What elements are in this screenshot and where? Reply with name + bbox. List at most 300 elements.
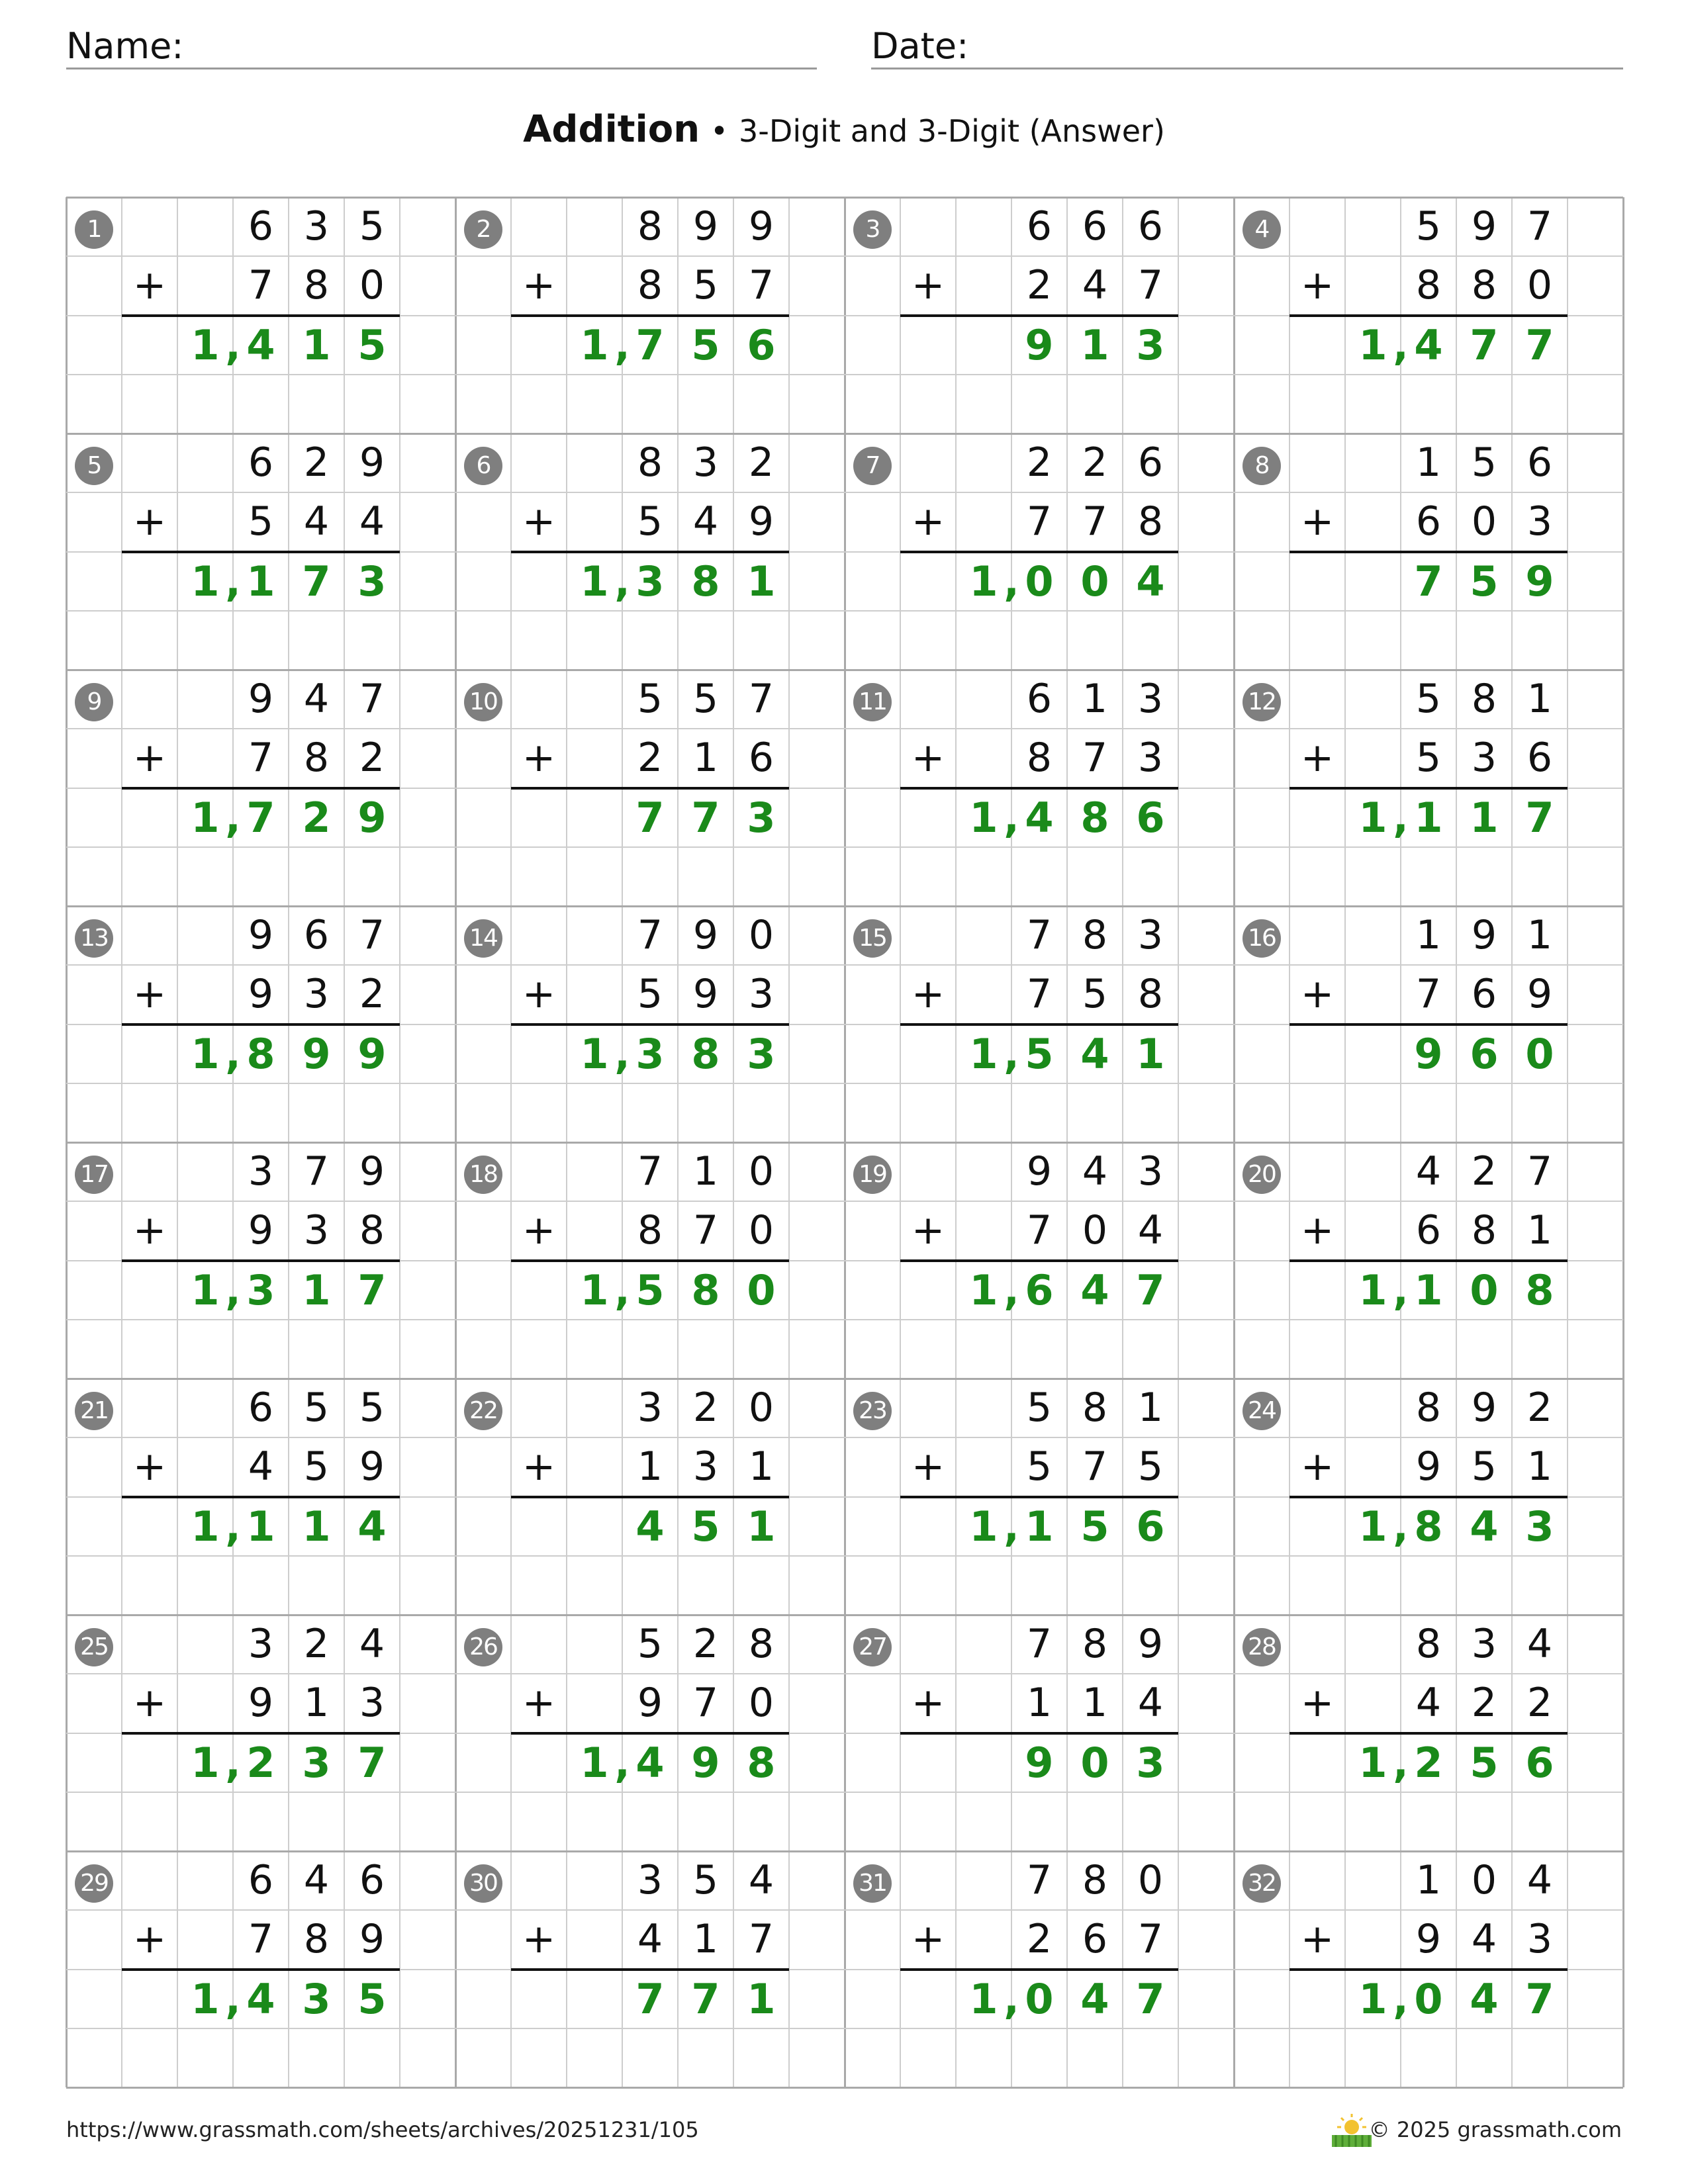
answer-digit: 7 (1525, 793, 1554, 842)
addend-digit: 8 (637, 439, 663, 486)
addend-digit: 7 (748, 1916, 774, 1963)
answer-comma: , (614, 557, 630, 606)
addend-digit: 0 (1082, 1207, 1108, 1254)
answer-digit: 1 (191, 1738, 220, 1787)
addend-digit: 7 (1026, 971, 1053, 1018)
plus-sign: + (911, 735, 945, 782)
addend-digit: 8 (359, 1207, 385, 1254)
addend-digit: 7 (248, 1916, 274, 1963)
plus-sign: + (132, 1916, 167, 1963)
problem (1234, 1142, 1623, 1379)
problem-number-badge: 29 (75, 1864, 113, 1903)
problem-number-badge: 7 (853, 447, 892, 485)
addend-digit: 6 (1471, 971, 1497, 1018)
addend-digit: 7 (1526, 203, 1553, 250)
footer-copyright: © 2025 grassmath.com (1368, 2117, 1622, 2142)
answer-digit: 6 (1136, 793, 1165, 842)
addend-digit: 3 (692, 439, 719, 486)
problem-number-badge: 9 (75, 683, 113, 721)
addend-digit: 8 (1415, 1385, 1442, 1431)
addend-digit: 8 (637, 262, 663, 309)
answer-digit: 7 (357, 1738, 387, 1787)
addend-digit: 5 (248, 498, 274, 545)
addend-digit: 7 (1082, 735, 1108, 782)
problem (1234, 1851, 1623, 2087)
addend-digit: 8 (1415, 262, 1442, 309)
addend-digit: 5 (303, 1443, 330, 1490)
answer-digit: 1 (191, 1265, 220, 1314)
addend-digit: 9 (1471, 203, 1497, 250)
addend-digit: 0 (748, 1148, 774, 1195)
addend-digit: 3 (303, 971, 330, 1018)
problem (1234, 197, 1623, 433)
problem-grid (66, 197, 1623, 2087)
answer-digit: 8 (691, 1265, 720, 1314)
addend-digit: 5 (1026, 1443, 1053, 1490)
addend-digit: 1 (1526, 912, 1553, 958)
addend-digit: 9 (748, 498, 774, 545)
addend-digit: 0 (1526, 262, 1553, 309)
answer-digit: 1 (747, 1974, 776, 2023)
plus-sign: + (1300, 1916, 1335, 1963)
answer-digit: 1 (580, 320, 609, 369)
answer-digit: 1 (191, 320, 220, 369)
answer-digit: 8 (691, 557, 720, 606)
answer-digit: 1 (191, 1974, 220, 2023)
answer-comma: , (1393, 320, 1409, 369)
addend-digit: 1 (748, 1443, 774, 1490)
addend-digit: 6 (359, 1857, 385, 1903)
answer-comma: , (225, 1738, 241, 1787)
answer-comma: , (1004, 557, 1019, 606)
answer-digit: 7 (1525, 320, 1554, 369)
addend-digit: 5 (692, 1857, 719, 1903)
answer-digit: 3 (302, 1974, 331, 2023)
addend-digit: 7 (1026, 1857, 1053, 1903)
answer-digit: 9 (1025, 1738, 1054, 1787)
addend-digit: 6 (1526, 735, 1553, 782)
addend-digit: 8 (303, 1916, 330, 1963)
answer-digit: 6 (1525, 1738, 1554, 1787)
answer-digit: 4 (1470, 1502, 1499, 1551)
addend-digit: 8 (1471, 676, 1497, 722)
addend-digit: 7 (359, 676, 385, 722)
addend-digit: 2 (692, 1621, 719, 1667)
addend-digit: 8 (1082, 912, 1108, 958)
answer-digit: 1 (191, 793, 220, 842)
problem-number-badge: 14 (464, 919, 502, 958)
answer-digit: 4 (1470, 1974, 1499, 2023)
plus-sign: + (132, 262, 167, 309)
addend-digit: 6 (1526, 439, 1553, 486)
addend-digit: 3 (1137, 676, 1164, 722)
answer-digit: 9 (691, 1738, 720, 1787)
problem (845, 670, 1234, 906)
answer-digit: 0 (1525, 1029, 1554, 1078)
addend-digit: 5 (1137, 1443, 1164, 1490)
problem-number-badge: 23 (853, 1392, 892, 1430)
plus-sign: + (132, 1207, 167, 1254)
answer-digit: 8 (747, 1738, 776, 1787)
addend-digit: 5 (359, 1385, 385, 1431)
plus-sign: + (522, 1207, 556, 1254)
answer-digit: 2 (302, 793, 331, 842)
addend-digit: 9 (1026, 1148, 1053, 1195)
addend-digit: 5 (303, 1385, 330, 1431)
answer-digit: 6 (1025, 1265, 1054, 1314)
addend-digit: 6 (1082, 203, 1108, 250)
addend-digit: 5 (1026, 1385, 1053, 1431)
answer-digit: 8 (1080, 793, 1109, 842)
answer-digit: 4 (1080, 1974, 1109, 2023)
plus-sign: + (1300, 262, 1335, 309)
problem-number-badge: 3 (853, 210, 892, 249)
addend-digit: 4 (1137, 1680, 1164, 1727)
problem-number-badge: 13 (75, 919, 113, 958)
addend-digit: 0 (748, 1680, 774, 1727)
addend-digit: 4 (303, 676, 330, 722)
addend-digit: 7 (1137, 1916, 1164, 1963)
answer-digit: 1 (1358, 1974, 1387, 2023)
answer-digit: 3 (246, 1265, 275, 1314)
plus-sign: + (911, 971, 945, 1018)
addend-digit: 6 (248, 439, 274, 486)
problem-number-badge: 22 (464, 1392, 502, 1430)
plus-sign: + (911, 498, 945, 545)
problem (66, 1379, 455, 1615)
answer-digit: 4 (1025, 793, 1054, 842)
answer-digit: 5 (1025, 1029, 1054, 1078)
answer-digit: 4 (635, 1738, 665, 1787)
addend-digit: 9 (248, 1207, 274, 1254)
addend-digit: 2 (1082, 439, 1108, 486)
answer-digit: 4 (246, 1974, 275, 2023)
addend-digit: 9 (359, 439, 385, 486)
addend-digit: 4 (1415, 1680, 1442, 1727)
addend-digit: 5 (637, 676, 663, 722)
date-label: Date: (871, 25, 969, 67)
addend-digit: 5 (637, 1621, 663, 1667)
plus-sign: + (1300, 498, 1335, 545)
answer-digit: 1 (1358, 1502, 1387, 1551)
plus-sign: + (911, 1680, 945, 1727)
problem (1234, 1615, 1623, 1851)
answer-digit: 8 (1525, 1265, 1554, 1314)
answer-comma: , (1004, 1029, 1019, 1078)
addend-digit: 9 (248, 912, 274, 958)
addend-digit: 3 (1526, 498, 1553, 545)
addend-digit: 0 (1471, 498, 1497, 545)
addend-digit: 4 (1526, 1857, 1553, 1903)
answer-digit: 5 (691, 1502, 720, 1551)
addend-digit: 9 (692, 971, 719, 1018)
addend-digit: 7 (637, 1148, 663, 1195)
addend-digit: 4 (1137, 1207, 1164, 1254)
addend-digit: 2 (303, 1621, 330, 1667)
addend-digit: 9 (637, 1680, 663, 1727)
answer-digit: 1 (302, 1502, 331, 1551)
problem-number-badge: 31 (853, 1864, 892, 1903)
answer-digit: 5 (1080, 1502, 1109, 1551)
plus-sign: + (911, 262, 945, 309)
addend-digit: 6 (1415, 1207, 1442, 1254)
answer-digit: 1 (1358, 1738, 1387, 1787)
answer-digit: 3 (302, 1738, 331, 1787)
answer-comma: , (225, 1029, 241, 1078)
answer-digit: 1 (1025, 1502, 1054, 1551)
name-line[interactable] (66, 68, 817, 69)
addend-digit: 4 (303, 1857, 330, 1903)
answer-digit: 0 (1025, 557, 1054, 606)
plus-sign: + (132, 1443, 167, 1490)
problem-number-badge: 21 (75, 1392, 113, 1430)
answer-digit: 3 (1136, 1738, 1165, 1787)
addend-digit: 3 (359, 1680, 385, 1727)
answer-digit: 1 (302, 1265, 331, 1314)
addend-digit: 8 (748, 1621, 774, 1667)
answer-comma: , (614, 1738, 630, 1787)
addend-digit: 3 (1471, 735, 1497, 782)
answer-digit: 9 (1525, 557, 1554, 606)
addend-digit: 9 (1526, 971, 1553, 1018)
answer-digit: 5 (357, 320, 387, 369)
answer-digit: 1 (1358, 320, 1387, 369)
answer-comma: , (614, 320, 630, 369)
answer-digit: 7 (1470, 320, 1499, 369)
answer-digit: 4 (1080, 1265, 1109, 1314)
answer-digit: 7 (635, 793, 665, 842)
answer-digit: 1 (1414, 1265, 1443, 1314)
answer-digit: 1 (1136, 1029, 1165, 1078)
answer-comma: , (225, 557, 241, 606)
problem (845, 1851, 1234, 2087)
answer-digit: 9 (302, 1029, 331, 1078)
answer-digit: 1 (580, 1029, 609, 1078)
problem-number-badge: 24 (1243, 1392, 1281, 1430)
answer-digit: 2 (246, 1738, 275, 1787)
addend-digit: 6 (303, 912, 330, 958)
answer-digit: 7 (246, 793, 275, 842)
addend-digit: 1 (303, 1680, 330, 1727)
answer-digit: 1 (969, 1029, 998, 1078)
addend-digit: 5 (1415, 676, 1442, 722)
addend-digit: 3 (303, 1207, 330, 1254)
addend-digit: 1 (1415, 912, 1442, 958)
answer-digit: 1 (1470, 793, 1499, 842)
addend-digit: 2 (359, 971, 385, 1018)
addend-digit: 3 (248, 1148, 274, 1195)
addend-digit: 8 (1471, 262, 1497, 309)
answer-digit: 7 (1414, 557, 1443, 606)
problem-number-badge: 30 (464, 1864, 502, 1903)
answer-digit: 1 (580, 1738, 609, 1787)
answer-digit: 0 (1414, 1974, 1443, 2023)
addend-digit: 1 (1082, 676, 1108, 722)
problem-number-badge: 19 (853, 1156, 892, 1194)
problem-number-badge: 26 (464, 1628, 502, 1666)
addend-digit: 5 (1082, 971, 1108, 1018)
addend-digit: 8 (1137, 498, 1164, 545)
problem (845, 1379, 1234, 1615)
answer-digit: 0 (747, 1265, 776, 1314)
date-line[interactable] (871, 68, 1623, 69)
addend-digit: 7 (1082, 498, 1108, 545)
problem (66, 1851, 455, 2087)
addend-digit: 2 (1471, 1148, 1497, 1195)
addend-digit: 8 (1415, 1621, 1442, 1667)
answer-digit: 7 (691, 793, 720, 842)
addend-digit: 2 (1471, 1680, 1497, 1727)
answer-digit: 1 (191, 1502, 220, 1551)
addend-digit: 6 (1026, 203, 1053, 250)
addend-digit: 7 (748, 262, 774, 309)
addend-digit: 8 (1082, 1621, 1108, 1667)
answer-digit: 8 (691, 1029, 720, 1078)
answer-digit: 4 (1414, 320, 1443, 369)
problem-number-badge: 5 (75, 447, 113, 485)
footer-url: https://www.grassmath.com/sheets/archives/20251231/105 (66, 2117, 699, 2142)
problem (455, 197, 845, 433)
problem (455, 433, 845, 670)
problem-number-badge: 15 (853, 919, 892, 958)
addend-digit: 6 (1415, 498, 1442, 545)
addend-digit: 3 (637, 1857, 663, 1903)
addend-digit: 0 (1471, 1857, 1497, 1903)
answer-digit: 3 (635, 1029, 665, 1078)
answer-comma: , (1393, 1265, 1409, 1314)
answer-digit: 9 (1414, 1029, 1443, 1078)
plus-sign: + (522, 971, 556, 1018)
addend-digit: 6 (1082, 1916, 1108, 1963)
plus-sign: + (522, 1680, 556, 1727)
addend-digit: 8 (303, 735, 330, 782)
answer-digit: 3 (1525, 1502, 1554, 1551)
addend-digit: 8 (1082, 1385, 1108, 1431)
answer-comma: , (614, 1029, 630, 1078)
answer-comma: , (225, 1502, 241, 1551)
addend-digit: 0 (1137, 1857, 1164, 1903)
problem-number-badge: 16 (1243, 919, 1281, 958)
problem (845, 197, 1234, 433)
addend-digit: 7 (1137, 262, 1164, 309)
title-separator: • (710, 113, 729, 149)
answer-comma: , (225, 793, 241, 842)
problem (66, 433, 455, 670)
answer-digit: 4 (1080, 1029, 1109, 1078)
answer-comma: , (1004, 1502, 1019, 1551)
addend-digit: 3 (692, 1443, 719, 1490)
problem (66, 1142, 455, 1379)
addend-digit: 5 (692, 262, 719, 309)
problem-number-badge: 11 (853, 683, 892, 721)
addend-digit: 2 (692, 1385, 719, 1431)
addend-digit: 9 (248, 676, 274, 722)
answer-digit: 1 (747, 1502, 776, 1551)
addend-digit: 1 (1415, 1857, 1442, 1903)
answer-digit: 0 (1080, 1738, 1109, 1787)
problem (845, 433, 1234, 670)
problem-number-badge: 32 (1243, 1864, 1281, 1903)
addend-digit: 9 (359, 1148, 385, 1195)
answer-digit: 4 (246, 320, 275, 369)
answer-comma: , (1004, 793, 1019, 842)
problem-number-badge: 8 (1243, 447, 1281, 485)
addend-digit: 6 (1026, 676, 1053, 722)
addend-digit: 8 (1137, 971, 1164, 1018)
answer-digit: 6 (747, 320, 776, 369)
problem (455, 670, 845, 906)
addend-digit: 1 (1526, 1207, 1553, 1254)
answer-digit: 1 (246, 557, 275, 606)
addend-digit: 8 (637, 203, 663, 250)
addend-digit: 4 (303, 498, 330, 545)
addend-digit: 0 (748, 1207, 774, 1254)
answer-digit: 1 (191, 1029, 220, 1078)
addend-digit: 1 (637, 1443, 663, 1490)
answer-digit: 1 (969, 793, 998, 842)
addend-digit: 8 (1471, 1207, 1497, 1254)
addend-digit: 4 (1471, 1916, 1497, 1963)
plus-sign: + (1300, 971, 1335, 1018)
addend-digit: 5 (1415, 203, 1442, 250)
answer-digit: 7 (1136, 1974, 1165, 2023)
answer-digit: 4 (1136, 557, 1165, 606)
plus-sign: + (132, 735, 167, 782)
answer-digit: 7 (1525, 1974, 1554, 2023)
addend-digit: 4 (1526, 1621, 1553, 1667)
problem (455, 1142, 845, 1379)
answer-digit: 2 (1414, 1738, 1443, 1787)
addend-digit: 4 (637, 1916, 663, 1963)
answer-digit: 7 (302, 557, 331, 606)
addend-digit: 3 (1471, 1621, 1497, 1667)
addend-digit: 5 (692, 676, 719, 722)
addend-digit: 2 (1526, 1385, 1553, 1431)
addend-digit: 5 (359, 203, 385, 250)
addend-digit: 3 (1137, 1148, 1164, 1195)
answer-digit: 8 (1414, 1502, 1443, 1551)
answer-digit: 3 (747, 793, 776, 842)
answer-digit: 3 (635, 557, 665, 606)
answer-digit: 1 (969, 557, 998, 606)
addend-digit: 2 (1526, 1680, 1553, 1727)
answer-digit: 5 (1470, 1738, 1499, 1787)
answer-digit: 5 (691, 320, 720, 369)
addend-digit: 7 (1082, 1443, 1108, 1490)
addend-digit: 7 (1026, 912, 1053, 958)
addend-digit: 2 (748, 439, 774, 486)
plus-sign: + (132, 1680, 167, 1727)
addend-digit: 7 (748, 676, 774, 722)
answer-digit: 7 (691, 1974, 720, 2023)
addend-digit: 6 (248, 203, 274, 250)
addend-digit: 6 (1137, 203, 1164, 250)
plus-sign: + (1300, 1207, 1335, 1254)
answer-comma: , (225, 1265, 241, 1314)
addend-digit: 5 (1471, 1443, 1497, 1490)
addend-digit: 1 (1082, 1680, 1108, 1727)
answer-comma: , (1004, 1265, 1019, 1314)
answer-digit: 0 (1080, 557, 1109, 606)
answer-digit: 1 (1080, 320, 1109, 369)
addend-digit: 4 (248, 1443, 274, 1490)
plus-sign: + (522, 1916, 556, 1963)
problem (455, 1379, 845, 1615)
addend-digit: 3 (1526, 1916, 1553, 1963)
answer-digit: 1 (1414, 793, 1443, 842)
addend-digit: 9 (692, 912, 719, 958)
plus-sign: + (522, 262, 556, 309)
